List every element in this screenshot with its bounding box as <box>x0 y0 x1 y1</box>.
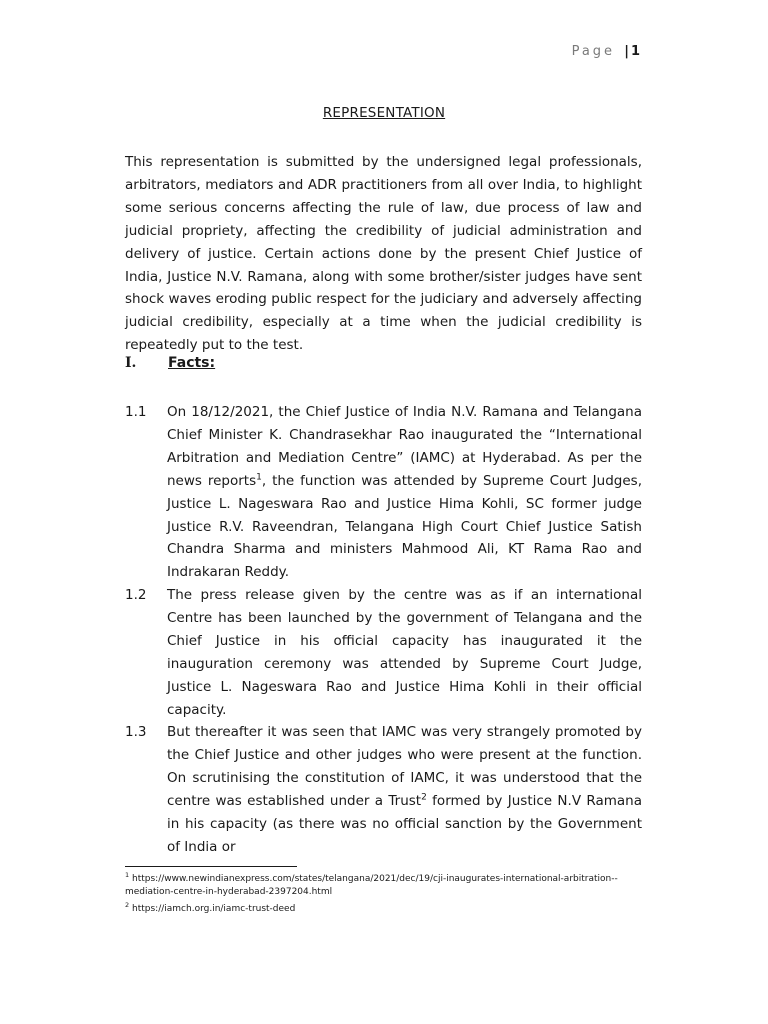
footnote-reference[interactable]: 2 <box>421 792 427 803</box>
footnote-marker: 1 <box>125 871 130 879</box>
item-paragraph <box>167 401 642 584</box>
footnote-divider <box>125 866 297 867</box>
footnote-link[interactable]: https://iamch.org.in/iamc-trust-deed <box>132 904 296 914</box>
footnote-marker: 2 <box>125 901 130 909</box>
footnote-link[interactable]: https://www.newindianexpress.com/states/telangana/2021/dec/19/cji-inaugurates-international-arbitration--mediation-centre-in-hyderabad-2397204.html <box>125 874 618 897</box>
section-title: Facts: <box>168 355 216 371</box>
footnote <box>125 873 645 899</box>
item-paragraph: The press release given by the centre was as if an international Centre has been launched by the government of Telangana and the Chief Justice in his official capacity has inaugurated it the inauguration ceremony was attended by Supreme Court Judge, Justice L. Nageswara Rao and Justice Hima Kohli in their official capacity. <box>167 587 642 718</box>
section-number: I. <box>125 355 137 371</box>
page-label: Page <box>571 44 616 59</box>
item-text: But thereafter it was seen that IAMC was very strangely promoted by the Chief Justice and other judges who were present at the function. On scrutinising the constitution of IAMC, it was understood that the centre was established under a Trust <box>167 724 642 809</box>
item-paragraph <box>167 721 642 858</box>
footnote <box>125 903 645 916</box>
item-number: 1.1 <box>125 404 147 420</box>
item-number: 1.3 <box>125 724 147 740</box>
item-text: formed by Justice N.V Ramana in his capacity (as there was no official sanction by the Government of India or <box>167 792 642 855</box>
page-number-header <box>572 44 640 59</box>
item-text: On 18/12/2021, the Chief Justice of India N.V. Ramana and Telangana Chief Minister K. Chandrasekhar Rao inaugurated the “International Arbitration and Mediation Centre” (IAMC) at Hyderabad. As per the news reports <box>167 404 642 489</box>
intro-paragraph: This representation is submitted by the undersigned legal professionals, arbitrators, mediators and ADR practitioners from all over India, to highlight some serious concerns affecting the rule of law, due process of law and judicial propriety, affecting the credibility of judicial administration and delivery of justice. Certain actions done by the present Chief Justice of India, Justice N.V. Ramana, along with some brother/sister judges have sent shock waves eroding public respect for the judiciary and adversely affecting judicial credibility, especially at a time when the judicial credibility is repeatedly put to the test. <box>125 154 642 354</box>
footnote-reference[interactable]: 1 <box>256 472 262 483</box>
item-text: , the function was attended by Supreme Court Judges, Justice L. Nageswara Rao and Justice Hima Kohli, SC former judge Justice R.V. Raveendran, Telangana High Court Chief Justice Satish Chandra Sharma and ministers Mahmood Ali, KT Rama Rao and Indrakaran Reddy. <box>167 472 642 581</box>
item-number: 1.2 <box>125 587 147 603</box>
page-separator: | <box>624 44 629 59</box>
page-number: 1 <box>630 44 640 59</box>
section-heading <box>125 355 215 371</box>
document-title: REPRESENTATION <box>322 105 446 121</box>
